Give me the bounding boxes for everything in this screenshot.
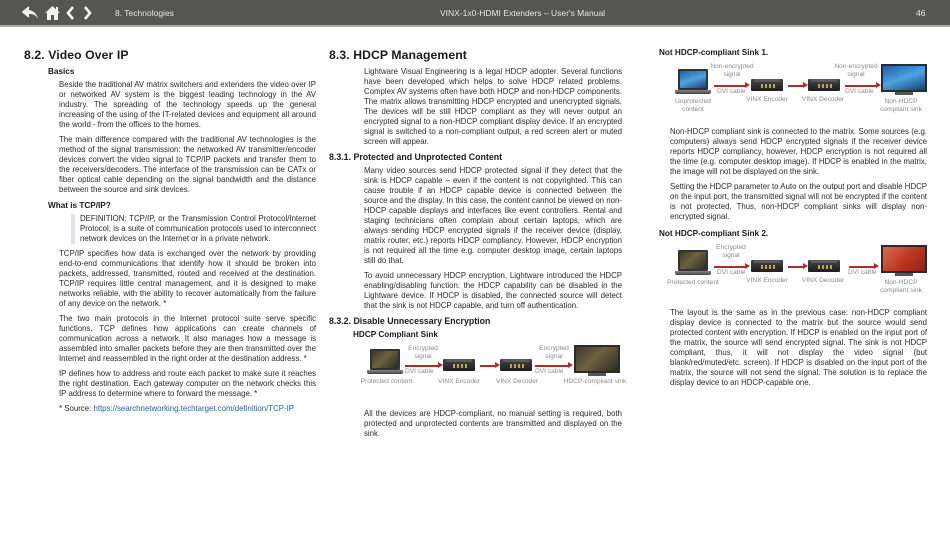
display-sink-icon [881,245,927,277]
subsection-title-disable-encryption: 8.3.2. Disable Unnecessary Encryption [329,316,491,326]
basics-paragraph-2: The main difference compared with the traditional AV technologies is the method of the signal transmission: the networked AV transmitter/encoder devices convert the video signal to TCP/IP packets and transfer them to the receivers/decoders. The interface of the transmission can be CATx or fiber optical cable depending on the signal bandwidth and the distance between the source and sink devices. [59,135,316,194]
diagram-not-compliant-1 [659,61,927,123]
tcpip-heading: What is TCP/IP? [48,201,111,210]
back-return-icon[interactable] [22,5,40,21]
diagram-source-label: Protected content [667,279,719,286]
diagram-hdcp-compliant [359,343,627,405]
not-compliant-1-paragraph-1: Non-HDCP compliant sink is connected to the matrix. Some sources (e.g. computers) always send HDCP encrypted signals if the receiver device reports HDCP compliancy, however, HDCP encryption is not required all the time (e.g. computer desktop image). If HDCP is enabled in the matrix, the image will not be displayed on the sink. [670,127,927,176]
section-title-video-over-ip: 8.2. Video Over IP [24,48,129,62]
encoder-device-icon [751,260,783,272]
diagram-cable-out-label: DVI cable [845,88,874,95]
header-bar [0,0,950,27]
laptop-source-icon [675,69,711,95]
diagram-signal-in-label: Encrypted signal [408,345,438,360]
tcpip-paragraph-2: The two main protocols in the Internet protocol suite serve specific functions. TCP defines how applications can create channels of communication across a network. It also manages how a message is assembled into smaller packets before they are then transmitted over the Internet and reassembled in the right order at the destination address. * [59,314,316,363]
not-compliant-1-heading: Not HDCP-compliant Sink 1. [659,48,769,57]
definition-text: DEFINITION: TCP/IP, or the Transmission Control Protocol/Internet Protocol, is a suite of communication protocols used to interconnect network devices on the Internet or in a private network. [80,214,316,243]
diagram-sink-label: Non-HDCP compliant sink [880,98,922,113]
tcpip-paragraph-3: IP defines how to address and route each packet to make sure it reaches the right destination. Each gateway computer on the network checks this IP address to determine where to forward the message. * [59,369,316,398]
compliant-sink-heading: HDCP Compliant Sink [353,330,438,339]
chevron-right-icon[interactable] [82,5,93,21]
column-video-over-ip [24,40,316,419]
arrow-icon [405,365,439,367]
diagram-not-compliant-2 [659,242,927,304]
arrow-icon [714,85,746,87]
diagram-cable-out-label: DVI cable [848,269,877,276]
chevron-left-icon[interactable] [65,5,76,21]
home-icon[interactable] [44,5,61,21]
source-prefix: * Source: [59,404,94,413]
source-note [24,404,316,414]
decoder-device-icon [808,79,840,91]
diagram-cable-in-label: DVI cable [717,88,746,95]
decoder-device-icon [500,359,532,371]
encoder-device-icon [751,79,783,91]
basics-heading: Basics [48,67,75,76]
diagram-cable-out-label: DVI cable [535,368,564,375]
diagram-cable-in-label: DVI cable [405,368,434,375]
not-compliant-1-paragraph-2: Setting the HDCP parameter to Auto on the output port and disable HDCP on the input port, the transmitted signal will not be encrypted if the content is not protected. Thus, non-HDCP compliant sinks will display non-encrypted signal. [670,182,927,221]
arrow-icon [845,85,877,87]
laptop-source-icon [675,250,711,276]
diagram-signal-out-label: Non-encrypted signal [834,63,878,78]
diagram-source-label: Protected content [360,378,413,385]
compliant-sink-text: All the devices are HDCP-compliant, no manual setting is required, both protected and unprotected contents are transmitted and displayed on the sink. [364,409,622,438]
diagram-encoder-label: VINX Encoder [746,96,788,103]
diagram-encoder-label: VINX Encoder [746,277,788,284]
definition-box [71,214,316,244]
diagram-sink-label: HDCP-compliant sink [563,378,627,385]
arrow-icon [480,365,496,367]
source-link[interactable]: https://searchnetworking.techtarget.com/definition/TCP-IP [93,404,294,413]
hdcp-intro: Lightware Visual Engineering is a legal HDCP adopter. Several functions have been developed which helps to solve HDCP related problems. Complex AV systems often have both HDCP and non-HDCP components. The matrix allows transmitting HDCP encrypted and unencrypted signals. The devices will be still HDCP compliant as they will never output an encrypted signal to a non-HDCP compliant display device. If an encrypted signal is switched to a non-compliant output, a red screen alert or muted screen will appear. [364,67,622,146]
decoder-device-icon [808,260,840,272]
section-title-hdcp-management: 8.3. HDCP Management [329,48,467,62]
arrow-icon [535,365,569,367]
encoder-device-icon [443,359,475,371]
diagram-decoder-label: VINX Decoder [801,96,845,103]
protected-paragraph-1: Many video sources send HDCP protected signal if they detect that the sink is HDCP capable – even if the content is not copyrighted. This can cause trouble if an HDCP capable device is connected between the source and the display. In this case, the content cannot be viewed on non-HDCP capable displays and interfaces like event controllers. Rental and staging technicians often complain about certain laptops, which are always sending HDCP encrypted signals if the receiver device (display, matrix router, etc.) reports HDCP compliancy. However, HDCP encryption is not required all the time e.g. computer desktop image, certain laptops still do that. [364,166,622,265]
column-hdcp-management [329,40,627,444]
diagram-cable-in-label: DVI cable [717,269,746,276]
page-number: 46 [916,8,926,18]
diagram-signal-in-label: Non-encrypted signal [710,63,754,78]
diagram-encoder-label: VINX Encoder [438,378,480,385]
arrow-icon [788,266,804,268]
tcpip-paragraph-1: TCP/IP specifies how data is exchanged over the network by providing end-to-end communications that identify how it should be broken into packets, addressed, transmitted, routed and received at the destination. TCP/IP requires little central management, and it is designed to make networks reliable, with the ability to recover automatically from the failure of any device on the network. * [59,249,316,308]
diagram-sink-label: Non-HDCP compliant sink [880,279,922,294]
laptop-source-icon [367,349,403,375]
protected-paragraph-2: To avoid unnecessary HDCP encryption, Lightware introduced the HDCP enabling/disabling function: the HDCP capability can be disabled in the Lightware device. If HDCP is disabled, the connected source will detect that the sink is not HDCP capable, and turn off authentication. [364,271,622,310]
diagram-signal-in-label: Encrypted signal [716,244,746,259]
arrow-icon [849,266,875,268]
subsection-title-protected-content: 8.3.1. Protected and Unprotected Content [329,152,503,162]
chapter-breadcrumb[interactable]: 8. Technologies [115,8,174,18]
diagram-signal-out-label: Encrypted signal [539,345,569,360]
arrow-icon [714,266,746,268]
diagram-decoder-label: VINX Decoder [801,277,845,284]
not-compliant-2-paragraph: The layout is the same as in the previous case: non-HDCP compliant display device is connected to the matrix but the source would send protected content with encryption. If HDCP is enabled on the input port of the matrix, the source will send encrypted signal. The sink is not HDCP compliant, thus, it will not display the video signal (but blank/red/muted/etc. screen). If HDCP is disabled on the input port of the matrix, the source will not send the signal. The solution is to replace the display device to an HDCP-capable one. [670,308,927,387]
column-not-compliant [659,40,927,393]
basics-paragraph-1: Beside the traditional AV matrix switchers and extenders the video over IP or networked AV system is the biggest leading technology in the AV industry. The spreading of the technology speeds up the general increasing of the using of the IT-related devices and equipment all around the world - from the offices to the homes. [59,80,316,129]
display-sink-icon [881,64,927,96]
diagram-source-label: Unprotected content [675,98,711,113]
display-sink-icon [574,345,620,377]
document-title: VINX-1x0-HDMI Extenders – User's Manual [440,8,606,18]
not-compliant-2-heading: Not HDCP-compliant Sink 2. [659,229,769,238]
diagram-decoder-label: VINX Decoder [495,378,539,385]
arrow-icon [788,85,804,87]
